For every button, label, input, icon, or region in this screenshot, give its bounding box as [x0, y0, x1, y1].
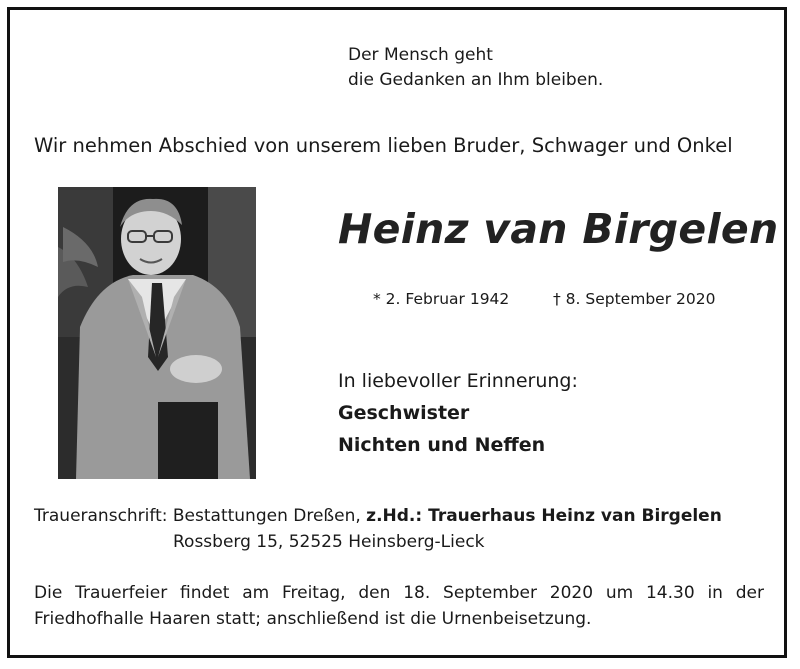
deceased-name: Heinz van Birgelen — [338, 205, 779, 253]
mourning-address — [34, 503, 722, 555]
funeral-notice — [34, 580, 764, 632]
remembrance-intro: In liebevoller Erinnerung: — [338, 370, 578, 392]
address-line-2 — [34, 529, 722, 555]
motto — [348, 43, 603, 93]
intro-text: Wir nehmen Abschied von unserem lieben Bruder, Schwager und Onkel — [34, 134, 733, 157]
funeral-line-1: Die Trauerfeier findet am Freitag, den 18. September 2020 um 14.30 in der — [34, 583, 764, 603]
motto-line-1: Der Mensch geht — [348, 45, 493, 65]
death-date: † 8. September 2020 — [553, 290, 716, 308]
motto-line-2: die Gedanken an Ihm bleiben. — [348, 70, 604, 90]
portrait-photo — [58, 187, 256, 479]
birth-date: * 2. Februar 1942 — [373, 290, 510, 308]
funeral-line-2: Friedhofhalle Haaren statt; anschließend ist die Urnenbeisetzung. — [34, 609, 592, 629]
address-line-1 — [34, 503, 722, 529]
address-label: Traueranschrift: Bestattungen Dreßen, — [34, 506, 361, 526]
address-contact: z.Hd.: Trauerhaus Heinz van Birgelen — [366, 506, 722, 526]
address-street: Rossberg 15, 52525 Heinsberg-Lieck — [173, 532, 485, 552]
mourner-nieces-nephews: Nichten und Neffen — [338, 434, 546, 456]
mourner-siblings: Geschwister — [338, 402, 470, 424]
